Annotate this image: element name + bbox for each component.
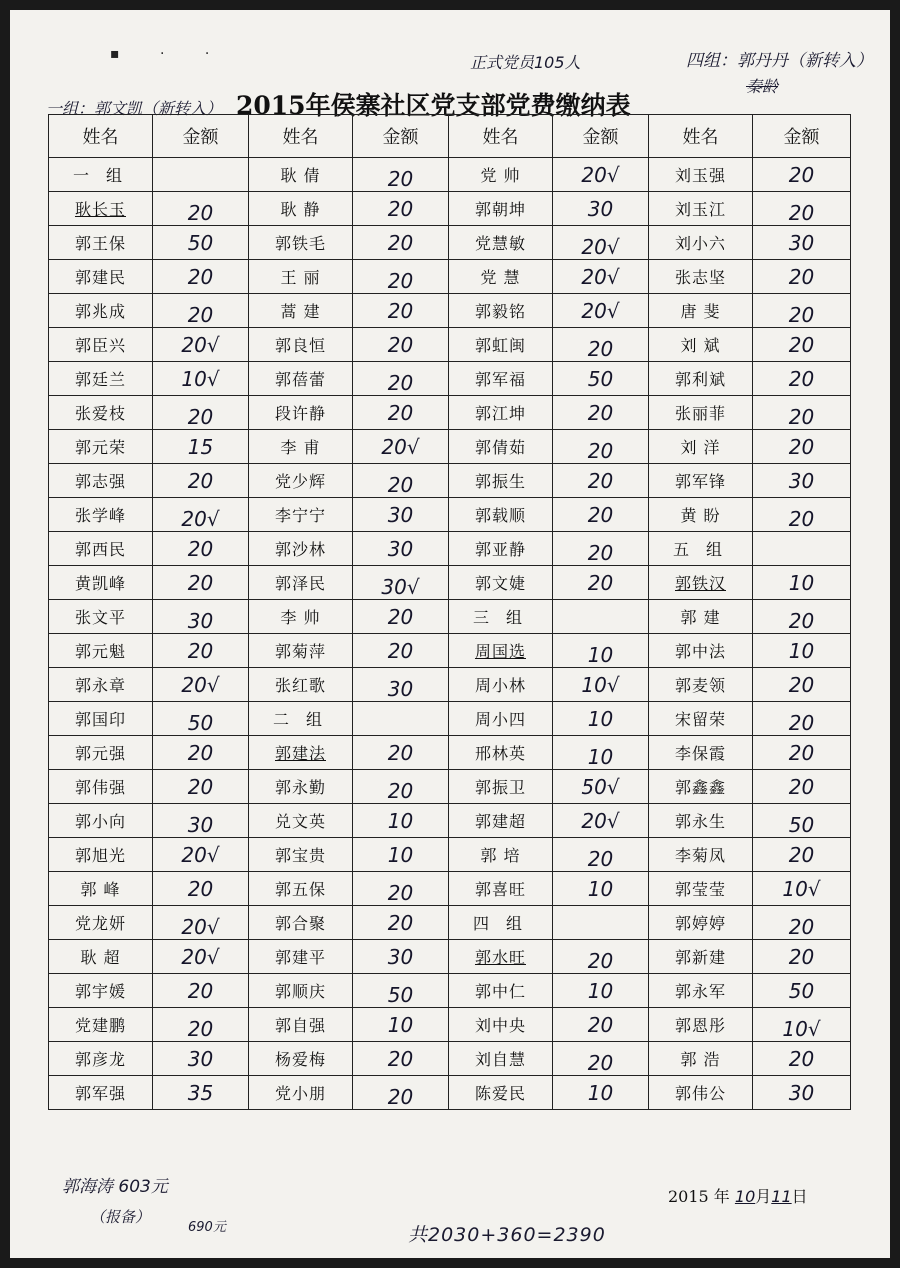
member-name-cell: 郭铁毛 xyxy=(249,226,353,260)
amount-cell: 20 xyxy=(553,842,649,876)
amount-cell: 10 xyxy=(553,872,649,906)
member-name-cell: 张志坚 xyxy=(649,260,753,294)
member-name-cell: 宋留荣 xyxy=(649,702,753,736)
table-row xyxy=(49,158,851,192)
amount-cell: 20 xyxy=(353,226,449,260)
amount-cell: 20 xyxy=(753,1042,851,1076)
member-name-cell: 郭菊萍 xyxy=(249,634,353,668)
amount-cell xyxy=(553,600,649,634)
header-dots: ▪ · · xyxy=(110,46,228,62)
amount-cell: 10√ xyxy=(153,362,249,396)
member-name-cell: 唐 斐 xyxy=(649,294,753,328)
table-row xyxy=(49,940,851,974)
amount-cell: 20 xyxy=(353,600,449,634)
amount-cell: 20 xyxy=(353,1080,449,1114)
table-row xyxy=(49,1076,851,1110)
member-name-cell: 刘中央 xyxy=(449,1008,553,1042)
member-name-cell: 郭虹闽 xyxy=(449,328,553,362)
amount-cell: 20 xyxy=(353,468,449,502)
amount-cell: 10 xyxy=(753,566,851,600)
member-name-cell: 郭宝贵 xyxy=(249,838,353,872)
amount-cell: 20 xyxy=(153,974,249,1008)
member-name-cell: 郭铁汉 xyxy=(649,566,753,600)
amount-cell xyxy=(153,158,249,192)
member-name-cell: 郭利斌 xyxy=(649,362,753,396)
handwritten-grand-total: 共2030+360=2390 xyxy=(408,1224,606,1246)
column-header-amount: 金额 xyxy=(753,115,851,158)
amount-cell: 20 xyxy=(353,264,449,298)
table-row xyxy=(49,634,851,668)
amount-cell: 20 xyxy=(153,464,249,498)
member-name-cell: 郭鑫鑫 xyxy=(649,770,753,804)
amount-cell: 20 xyxy=(553,944,649,978)
table-row xyxy=(49,328,851,362)
amount-cell: 20 xyxy=(553,464,649,498)
amount-cell: 30 xyxy=(153,604,249,638)
amount-cell: 50√ xyxy=(553,770,649,804)
member-name-cell: 党慧敏 xyxy=(449,226,553,260)
amount-cell: 20 xyxy=(753,328,851,362)
amount-cell: 20 xyxy=(153,196,249,230)
amount-cell: 20 xyxy=(753,430,851,464)
amount-cell xyxy=(353,702,449,736)
member-name-cell: 段许静 xyxy=(249,396,353,430)
amount-cell: 20 xyxy=(553,396,649,430)
amount-cell: 50 xyxy=(553,362,649,396)
amount-cell: 20 xyxy=(753,668,851,702)
member-name-cell: 耿 倩 xyxy=(249,158,353,192)
amount-cell: 30 xyxy=(353,498,449,532)
member-name-cell: 郭永军 xyxy=(649,974,753,1008)
member-name-cell: 刘玉江 xyxy=(649,192,753,226)
member-name-cell: 郭水旺 xyxy=(449,940,553,974)
table-row xyxy=(49,600,851,634)
date-month: 10 xyxy=(734,1187,756,1206)
member-name-cell: 郭西民 xyxy=(49,532,153,566)
amount-cell: 20 xyxy=(153,298,249,332)
amount-cell: 20 xyxy=(753,260,851,294)
member-name-cell: 刘 洋 xyxy=(649,430,753,464)
page-title: 2015年侯寨社区党支部党费缴纳表 xyxy=(236,91,631,120)
member-name-cell: 郭 建 xyxy=(649,600,753,634)
member-name-cell: 郭建超 xyxy=(449,804,553,838)
amount-cell: 20 xyxy=(553,536,649,570)
member-name-cell: 郭新建 xyxy=(649,940,753,974)
amount-cell: 30 xyxy=(753,464,851,498)
amount-cell: 20√ xyxy=(153,328,249,362)
amount-cell: 20 xyxy=(753,158,851,192)
amount-cell: 20 xyxy=(353,366,449,400)
member-name-cell: 党龙妍 xyxy=(49,906,153,940)
column-header-amount: 金额 xyxy=(353,115,449,158)
document-date xyxy=(668,1184,808,1207)
member-name-cell: 郭朝坤 xyxy=(449,192,553,226)
date-day-label: 日 xyxy=(791,1187,808,1206)
member-name-cell: 郭江坤 xyxy=(449,396,553,430)
amount-cell: 20 xyxy=(153,532,249,566)
member-name-cell: 刘玉强 xyxy=(649,158,753,192)
table-row xyxy=(49,1042,851,1076)
member-name-cell: 郭顺庆 xyxy=(249,974,353,1008)
amount-cell: 10 xyxy=(353,804,449,838)
table-header-row xyxy=(49,115,851,158)
member-name-cell: 郭五保 xyxy=(249,872,353,906)
member-name-cell: 党 慧 xyxy=(449,260,553,294)
amount-cell: 50 xyxy=(353,978,449,1012)
amount-cell: 10√ xyxy=(553,668,649,702)
amount-cell: 20√ xyxy=(153,668,249,702)
member-name-cell: 郭彦龙 xyxy=(49,1042,153,1076)
member-name-cell: 张文平 xyxy=(49,600,153,634)
amount-cell: 20 xyxy=(353,634,449,668)
table-row xyxy=(49,226,851,260)
member-name-cell: 兑文英 xyxy=(249,804,353,838)
amount-cell: 30 xyxy=(353,532,449,566)
member-name-cell: 刘小六 xyxy=(649,226,753,260)
amount-cell: 15 xyxy=(153,430,249,464)
amount-cell: 10 xyxy=(353,838,449,872)
column-header-name: 姓名 xyxy=(449,115,553,158)
amount-cell: 50 xyxy=(153,226,249,260)
member-name-cell: 郭军强 xyxy=(49,1076,153,1110)
member-name-cell: 李宁宁 xyxy=(249,498,353,532)
member-name-cell: 郭 浩 xyxy=(649,1042,753,1076)
handwritten-sign-total: 690元 xyxy=(188,1220,226,1235)
amount-cell: 20 xyxy=(353,774,449,808)
date-month-label: 月 xyxy=(755,1187,772,1206)
member-name-cell: 郭国印 xyxy=(49,702,153,736)
amount-cell: 20 xyxy=(553,498,649,532)
amount-cell: 20 xyxy=(753,196,851,230)
table-row xyxy=(49,974,851,1008)
member-name-cell: 黄凯峰 xyxy=(49,566,153,600)
member-name-cell: 郭元荣 xyxy=(49,430,153,464)
amount-cell: 20 xyxy=(353,294,449,328)
amount-cell: 20 xyxy=(153,400,249,434)
member-name-cell: 郭军锋 xyxy=(649,464,753,498)
table-row xyxy=(49,362,851,396)
amount-cell: 20 xyxy=(753,362,851,396)
member-name-cell: 郭中法 xyxy=(649,634,753,668)
member-name-cell: 郭永生 xyxy=(649,804,753,838)
member-name-cell: 郭倩茹 xyxy=(449,430,553,464)
member-name-cell: 郭合聚 xyxy=(249,906,353,940)
amount-cell: 20 xyxy=(753,298,851,332)
amount-cell: 20 xyxy=(353,162,449,196)
member-name-cell: 周小林 xyxy=(449,668,553,702)
member-name-cell: 李 甫 xyxy=(249,430,353,464)
amount-cell: 20√ xyxy=(553,294,649,328)
member-name-cell: 郭 峰 xyxy=(49,872,153,906)
table-body xyxy=(49,158,851,1110)
amount-cell: 20 xyxy=(353,1042,449,1076)
amount-cell: 20 xyxy=(153,736,249,770)
member-name-cell: 郭永勤 xyxy=(249,770,353,804)
amount-cell: 50 xyxy=(753,974,851,1008)
amount-cell: 20√ xyxy=(153,838,249,872)
member-name-cell: 耿 静 xyxy=(249,192,353,226)
table-row xyxy=(49,396,851,430)
amount-cell: 20 xyxy=(353,396,449,430)
handwritten-group4-leader: 四组：郭丹丹（新转入） xyxy=(686,51,873,71)
amount-cell: 30 xyxy=(153,1042,249,1076)
member-name-cell: 王 丽 xyxy=(249,260,353,294)
member-name-cell: 郭军福 xyxy=(449,362,553,396)
table-row xyxy=(49,464,851,498)
member-name-cell: 张爱枝 xyxy=(49,396,153,430)
member-name-cell: 蒿 建 xyxy=(249,294,353,328)
amount-cell: 10√ xyxy=(753,872,851,906)
member-name-cell: 郭元魁 xyxy=(49,634,153,668)
member-name-cell: 刘自慧 xyxy=(449,1042,553,1076)
amount-cell: 20 xyxy=(753,604,851,638)
member-name-cell: 郭伟公 xyxy=(649,1076,753,1110)
amount-cell: 20 xyxy=(553,332,649,366)
table-row xyxy=(49,906,851,940)
amount-cell: 20 xyxy=(153,634,249,668)
member-name-cell: 张学峰 xyxy=(49,498,153,532)
amount-cell: 30 xyxy=(753,1076,851,1110)
member-name-cell: 郭中仁 xyxy=(449,974,553,1008)
amount-cell: 20√ xyxy=(553,230,649,264)
amount-cell: 20√ xyxy=(553,158,649,192)
amount-cell: 20 xyxy=(353,876,449,910)
document-sheet xyxy=(10,10,890,1258)
amount-cell: 30 xyxy=(353,940,449,974)
table-row xyxy=(49,532,851,566)
group-heading-cell: 三 组 xyxy=(449,600,553,634)
amount-cell: 35 xyxy=(153,1076,249,1110)
member-name-cell: 郭建民 xyxy=(49,260,153,294)
amount-cell: 10 xyxy=(553,740,649,774)
amount-cell: 20 xyxy=(153,770,249,804)
amount-cell: 20 xyxy=(153,566,249,600)
member-name-cell: 郭沙林 xyxy=(249,532,353,566)
amount-cell: 50 xyxy=(753,808,851,842)
handwritten-signature: 郭海涛 603元 xyxy=(62,1177,168,1197)
column-header-amount: 金额 xyxy=(553,115,649,158)
amount-cell: 20 xyxy=(553,1046,649,1080)
amount-cell xyxy=(553,906,649,940)
table-row xyxy=(49,192,851,226)
member-name-cell: 李 帅 xyxy=(249,600,353,634)
member-name-cell: 党 帅 xyxy=(449,158,553,192)
member-name-cell: 郭文婕 xyxy=(449,566,553,600)
member-name-cell: 邢林英 xyxy=(449,736,553,770)
member-name-cell: 郭建平 xyxy=(249,940,353,974)
member-name-cell: 郭兆成 xyxy=(49,294,153,328)
member-name-cell: 郭元强 xyxy=(49,736,153,770)
amount-cell: 20 xyxy=(153,260,249,294)
table-row xyxy=(49,1008,851,1042)
amount-cell: 20 xyxy=(353,736,449,770)
member-name-cell: 郭麦领 xyxy=(649,668,753,702)
group-heading-cell: 二 组 xyxy=(249,702,353,736)
table-row xyxy=(49,430,851,464)
amount-cell: 10 xyxy=(553,702,649,736)
table-row xyxy=(49,838,851,872)
member-name-cell: 郭廷兰 xyxy=(49,362,153,396)
group-heading-cell: 四 组 xyxy=(449,906,553,940)
date-day: 11 xyxy=(771,1187,792,1206)
member-name-cell: 张红歌 xyxy=(249,668,353,702)
member-name-cell: 张丽菲 xyxy=(649,396,753,430)
member-name-cell: 郭宇媛 xyxy=(49,974,153,1008)
member-name-cell: 郭恩彤 xyxy=(649,1008,753,1042)
member-name-cell: 郭婷婷 xyxy=(649,906,753,940)
member-name-cell: 耿 超 xyxy=(49,940,153,974)
amount-cell: 20 xyxy=(753,736,851,770)
amount-cell: 20 xyxy=(753,706,851,740)
member-name-cell: 郭喜旺 xyxy=(449,872,553,906)
amount-cell: 20 xyxy=(553,566,649,600)
member-name-cell: 郭志强 xyxy=(49,464,153,498)
table-row xyxy=(49,804,851,838)
amount-cell: 50 xyxy=(153,706,249,740)
member-name-cell: 郭毅铭 xyxy=(449,294,553,328)
member-name-cell: 郭小向 xyxy=(49,804,153,838)
amount-cell: 20 xyxy=(353,192,449,226)
member-name-cell: 郭 培 xyxy=(449,838,553,872)
handwritten-sign-note: （报备） xyxy=(90,1208,151,1226)
table-row xyxy=(49,260,851,294)
table-row xyxy=(49,736,851,770)
dues-table xyxy=(48,114,851,1110)
amount-cell: 20 xyxy=(753,400,851,434)
member-name-cell: 周小四 xyxy=(449,702,553,736)
amount-cell: 20 xyxy=(553,1008,649,1042)
table-row xyxy=(49,770,851,804)
member-name-cell: 郭永章 xyxy=(49,668,153,702)
member-name-cell: 李菊凤 xyxy=(649,838,753,872)
amount-cell: 20√ xyxy=(553,260,649,294)
member-name-cell: 郭自强 xyxy=(249,1008,353,1042)
amount-cell: 10 xyxy=(353,1008,449,1042)
amount-cell: 10 xyxy=(553,974,649,1008)
amount-cell: 20 xyxy=(753,770,851,804)
amount-cell: 10√ xyxy=(753,1012,851,1046)
amount-cell: 20 xyxy=(753,502,851,536)
member-name-cell: 郭泽民 xyxy=(249,566,353,600)
amount-cell: 20 xyxy=(753,910,851,944)
column-header-name: 姓名 xyxy=(49,115,153,158)
amount-cell: 30 xyxy=(353,672,449,706)
amount-cell: 20√ xyxy=(353,430,449,464)
group-heading-cell: 一 组 xyxy=(49,158,153,192)
member-name-cell: 郭莹莹 xyxy=(649,872,753,906)
amount-cell xyxy=(753,532,851,566)
member-name-cell: 郭载顺 xyxy=(449,498,553,532)
member-name-cell: 党少辉 xyxy=(249,464,353,498)
member-name-cell: 耿长玉 xyxy=(49,192,153,226)
member-name-cell: 党小朋 xyxy=(249,1076,353,1110)
handwritten-member-count: 正式党员105人 xyxy=(470,53,581,72)
member-name-cell: 黄 盼 xyxy=(649,498,753,532)
amount-cell: 20 xyxy=(553,434,649,468)
member-name-cell: 党建鹏 xyxy=(49,1008,153,1042)
member-name-cell: 郭建法 xyxy=(249,736,353,770)
member-name-cell: 郭王保 xyxy=(49,226,153,260)
group-heading-cell: 五 组 xyxy=(649,532,753,566)
member-name-cell: 陈爱民 xyxy=(449,1076,553,1110)
amount-cell: 20 xyxy=(353,328,449,362)
member-name-cell: 郭振卫 xyxy=(449,770,553,804)
table-row xyxy=(49,566,851,600)
member-name-cell: 刘 斌 xyxy=(649,328,753,362)
member-name-cell: 李保霞 xyxy=(649,736,753,770)
handwritten-struck-name: 秦龄 xyxy=(746,77,779,96)
member-name-cell: 郭旭光 xyxy=(49,838,153,872)
member-name-cell: 郭振生 xyxy=(449,464,553,498)
table-row xyxy=(49,498,851,532)
amount-cell: 10 xyxy=(553,1076,649,1110)
amount-cell: 10 xyxy=(753,634,851,668)
member-name-cell: 郭良恒 xyxy=(249,328,353,362)
amount-cell: 10 xyxy=(553,638,649,672)
column-header-name: 姓名 xyxy=(649,115,753,158)
amount-cell: 30 xyxy=(153,808,249,842)
table-row xyxy=(49,668,851,702)
column-header-amount: 金额 xyxy=(153,115,249,158)
member-name-cell: 杨爱梅 xyxy=(249,1042,353,1076)
amount-cell: 30 xyxy=(753,226,851,260)
amount-cell: 20√ xyxy=(153,940,249,974)
handwritten-group1-leader: 一组：郭文凯（新转入） xyxy=(46,99,223,118)
member-name-cell: 郭蓓蕾 xyxy=(249,362,353,396)
table-row xyxy=(49,702,851,736)
amount-cell: 20√ xyxy=(153,910,249,944)
column-header-name: 姓名 xyxy=(249,115,353,158)
member-name-cell: 周国选 xyxy=(449,634,553,668)
amount-cell: 30 xyxy=(553,192,649,226)
amount-cell: 20√ xyxy=(153,502,249,536)
member-name-cell: 郭伟强 xyxy=(49,770,153,804)
amount-cell: 20√ xyxy=(553,804,649,838)
member-name-cell: 郭亚静 xyxy=(449,532,553,566)
table-row xyxy=(49,872,851,906)
amount-cell: 30√ xyxy=(353,570,449,604)
member-name-cell: 郭臣兴 xyxy=(49,328,153,362)
amount-cell: 20 xyxy=(153,1012,249,1046)
date-year: 2015 年 xyxy=(668,1187,730,1206)
amount-cell: 20 xyxy=(753,940,851,974)
amount-cell: 20 xyxy=(153,872,249,906)
amount-cell: 20 xyxy=(353,906,449,940)
table-row xyxy=(49,294,851,328)
amount-cell: 20 xyxy=(753,838,851,872)
